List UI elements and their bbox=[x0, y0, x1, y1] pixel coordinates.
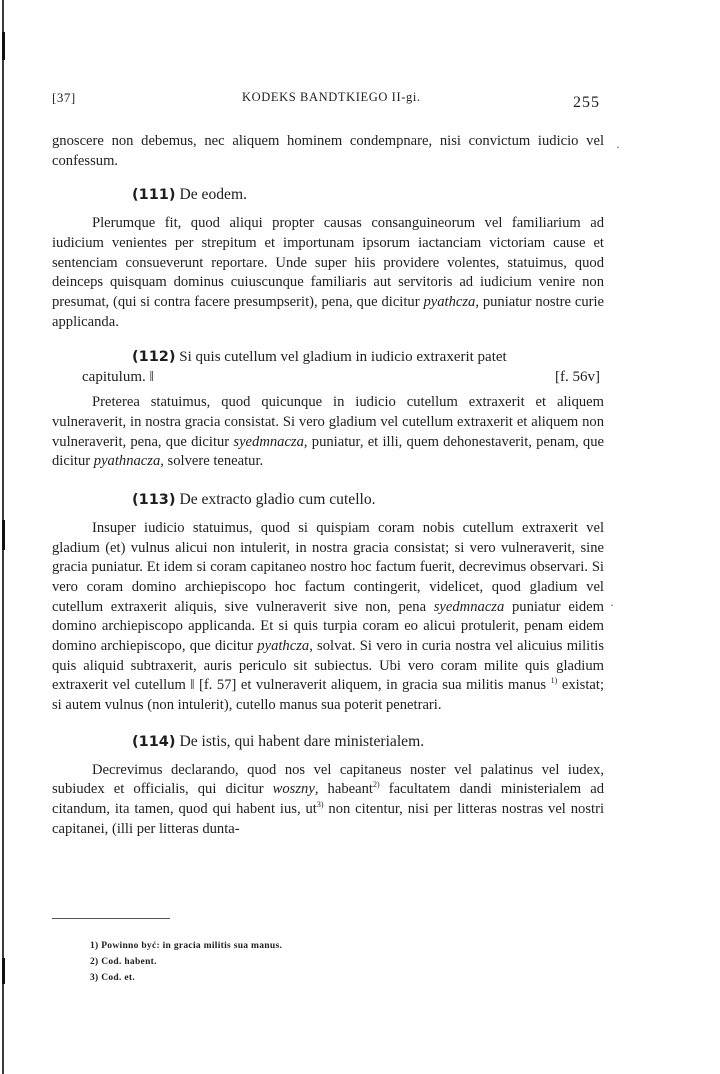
article-title: De eodem. bbox=[179, 186, 247, 204]
article-title: De istis, qui habent dare ministerialem. bbox=[179, 732, 425, 750]
vernacular-term: pyathcza bbox=[423, 293, 476, 310]
paragraph-text: Preterea statuimus, quod quicunque in iudicio cutellum extraxerit et aliquem vulneraverit, in nostra gracia consistat. Si vero gladium vel cutellum extraxerit et aliquem non vulneraverit, pena, que dicitur bbox=[52, 394, 604, 450]
vernacular-term: syedmnacza bbox=[233, 433, 304, 450]
paragraph-text: puniatur eidem domino archiepiscopo applicanda. Et si quis turpia coram eo alicui protulerit, penam eidem domino archiepiscopo, que dicitur bbox=[52, 598, 604, 655]
paragraph bbox=[52, 519, 604, 716]
paragraph bbox=[52, 132, 604, 171]
paragraph bbox=[52, 214, 604, 332]
paragraph-text: existat; si autem vulnus (non intulerit), cutello manus sua poterit penetrari. bbox=[52, 677, 604, 714]
edge-mark bbox=[2, 520, 5, 550]
vernacular-term: syedmnacza bbox=[433, 598, 505, 615]
article-heading-112 bbox=[82, 348, 604, 387]
footnote-ref: 2) bbox=[372, 780, 380, 790]
article-heading-111 bbox=[132, 185, 604, 206]
stray-mark: · bbox=[616, 140, 620, 154]
stray-mark: · bbox=[610, 598, 614, 612]
article-number: (112) bbox=[132, 349, 176, 366]
vernacular-term: pyathcza bbox=[257, 638, 310, 655]
footnote: 2) Cod. habent. bbox=[90, 957, 157, 967]
paragraph bbox=[52, 761, 604, 840]
article-number: (113) bbox=[132, 492, 176, 509]
footnote: 3) Cod. et. bbox=[90, 973, 135, 983]
folio-marker: [f. 56v] bbox=[555, 368, 600, 385]
page-body bbox=[52, 132, 604, 839]
article-title-cont: capitulum. ‖ bbox=[82, 368, 154, 385]
footnote-ref: 3) bbox=[316, 800, 324, 810]
edge-mark bbox=[2, 32, 5, 60]
footnote-ref: 1) bbox=[550, 676, 558, 686]
paragraph-text: Decrevimus declarando, quod nos vel capitaneus noster vel palatinus vel iudex, subiudex et officialis, qui dicitur bbox=[52, 761, 604, 798]
vernacular-term: woszny bbox=[272, 781, 315, 798]
footnote-rule bbox=[52, 918, 170, 919]
running-title: KODEKS BANDTKIEGO II-gi. bbox=[242, 90, 421, 104]
section-number: [37] bbox=[52, 90, 76, 105]
paragraph-text: , solvat. Si vero in curia nostra vel alicuius militis quis aliquid subtraxerit, auris periculo sit subiectus. Ubi vero coram milite quis gladium extraxerit vel cutellum ‖ [f. 57] et vulneraverit aliquem, in gracia sua militis manus bbox=[52, 638, 604, 694]
page-number: 255 bbox=[573, 94, 600, 111]
article-heading-113 bbox=[132, 490, 604, 511]
paragraph bbox=[52, 393, 604, 472]
article-number: (114) bbox=[132, 733, 176, 750]
paragraph-text: Plerumque fit, quod aliqui propter causas consanguineorum vel familiarium ad iudicium venientes per strepitum et importunam ipsorum iactanciam victoriam cause et sentenciam consueverunt reportare. Unde super hiis providere volentes, statuimus, quod deinceps quisquam dominus cuiuscunque familiaris aut servitoris ad iudicium venire non presumat, (qui si contra facere presumpserit), pena, que dicitur bbox=[52, 215, 604, 310]
paragraph-text: , solvere teneatur. bbox=[160, 453, 264, 470]
paragraph-text: gnoscere non debemus, nec aliquem hominem condempnare, nisi convictum iudicio vel confessum. bbox=[52, 133, 604, 169]
paragraph-text: facultatem dandi ministerialem ad citandum, ita tamen, quod qui habent ius, ut bbox=[52, 781, 604, 817]
paragraph-text: non citentur, nisi per litteras nostras vel nostri capitanei, (illi per litteras dunta- bbox=[52, 800, 604, 837]
article-heading-114 bbox=[132, 732, 604, 753]
vernacular-term: pyathnacza bbox=[93, 453, 161, 470]
paragraph-text: , puniatur, et illi, quem dehonestaverit, penam, que dicitur bbox=[52, 433, 604, 470]
paragraph-text: , puniatur nostre curie applicanda. bbox=[52, 293, 605, 330]
footnote: 1) Powinno być: in gracia militis sua manus. bbox=[90, 941, 283, 951]
paragraph-text: , habeant bbox=[314, 781, 373, 798]
article-title: Si quis cutellum vel gladium in iudicio extraxerit patet bbox=[179, 349, 507, 366]
article-number: (111) bbox=[132, 187, 176, 204]
edge-mark bbox=[2, 958, 5, 984]
article-title: De extracto gladio cum cutello. bbox=[179, 491, 376, 509]
running-header bbox=[52, 88, 604, 110]
paragraph-text: Insuper iudicio statuimus, quod si quispiam coram nobis cutellum extraxerit vel gladium (et) vulnus alicui non intulerit, in nostra gracia consistat; si vero vulneraverit, sine gracia puniatur. Et idem si coram capitaneo nostro hoc factum fuerit, decrevimus observari. Si vero coram domino archiepiscopo hoc factum contingerit, videlicet, quod gladium vel cutellum extraxerit aliquis, sive vulneraverit sive non, pena bbox=[52, 519, 604, 615]
footnotes bbox=[90, 938, 282, 986]
